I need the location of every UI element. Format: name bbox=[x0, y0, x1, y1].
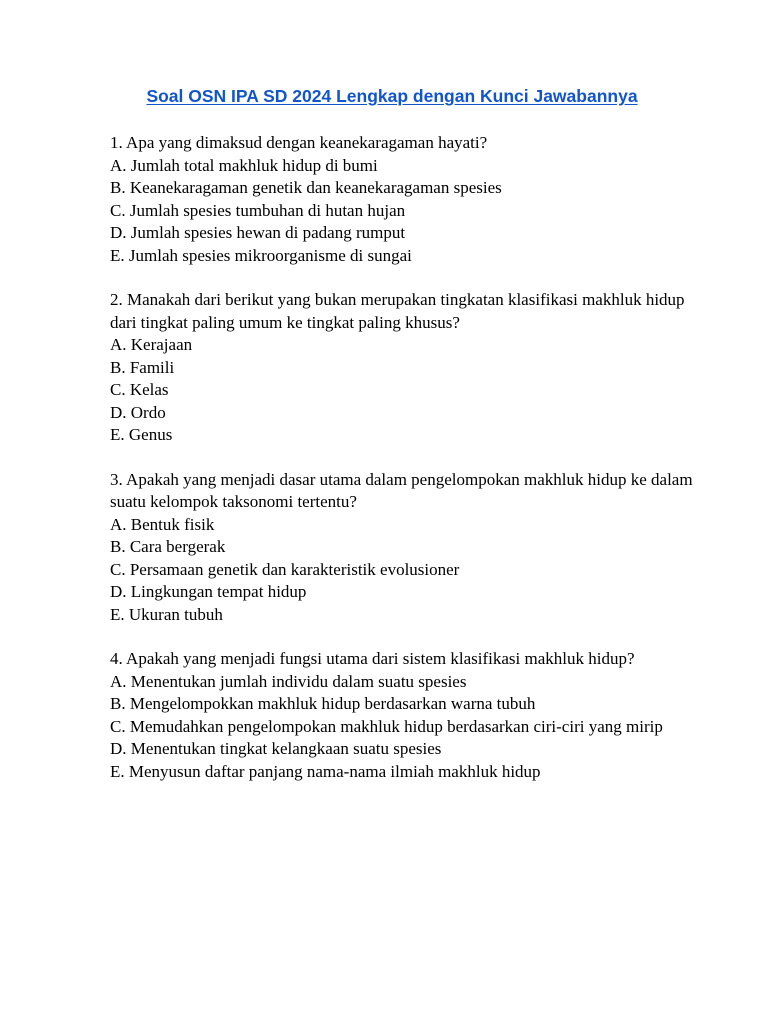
answer-option-a: A. Jumlah total makhluk hidup di bumi bbox=[110, 155, 378, 175]
answer-option-e: E. Menyusun daftar panjang nama-nama ilmiah makhluk hidup bbox=[110, 761, 541, 781]
question-4 bbox=[110, 648, 710, 783]
question-2 bbox=[110, 289, 710, 447]
answer-option-c: C. Memudahkan pengelompokan makhluk hidup berdasarkan ciri-ciri yang mirip bbox=[110, 716, 663, 736]
answer-option-e: E. Ukuran tubuh bbox=[110, 604, 223, 624]
answer-option-b: B. Cara bergerak bbox=[110, 537, 226, 556]
document-title-link[interactable]: Soal OSN IPA SD 2024 Lengkap dengan Kunci Jawabannya bbox=[146, 86, 638, 106]
answer-option-c: C. Kelas bbox=[110, 380, 169, 399]
question-text: 4. Apakah yang menjadi fungsi utama dari sistem klasifikasi makhluk hidup? bbox=[110, 649, 635, 668]
answer-option-a: A. Kerajaan bbox=[110, 335, 193, 354]
answer-option-e: E. Genus bbox=[110, 425, 173, 444]
answer-option-b: B. Famili bbox=[110, 357, 175, 377]
answer-option-b: B. Mengelompokkan makhluk hidup berdasarkan warna tubuh bbox=[110, 694, 536, 713]
question-text: 1. Apa yang dimaksud dengan keanekaragaman hayati? bbox=[110, 133, 488, 152]
answer-option-c: C. Persamaan genetik dan karakteristik evolusioner bbox=[110, 559, 460, 579]
question-list bbox=[110, 132, 710, 805]
question-1 bbox=[110, 132, 710, 267]
answer-option-d: D. Ordo bbox=[110, 402, 166, 422]
answer-option-e: E. Jumlah spesies mikroorganisme di sungai bbox=[110, 245, 412, 265]
answer-option-d: D. Lingkungan tempat hidup bbox=[110, 582, 307, 601]
question-3 bbox=[110, 469, 710, 627]
question-text: 2. Manakah dari berikut yang bukan merupakan tingkatan klasifikasi makhluk hidup dari tingkat paling umum ke tingkat paling khusus? bbox=[110, 290, 685, 332]
answer-option-a: A. Menentukan jumlah individu dalam suatu spesies bbox=[110, 671, 467, 691]
answer-option-a: A. Bentuk fisik bbox=[110, 514, 215, 534]
answer-option-c: C. Jumlah spesies tumbuhan di hutan hujan bbox=[110, 200, 406, 220]
answer-option-d: D. Jumlah spesies hewan di padang rumput bbox=[110, 223, 406, 242]
question-text: 3. Apakah yang menjadi dasar utama dalam pengelompokan makhluk hidup ke dalam suatu kelompok taksonomi tertentu? bbox=[110, 469, 693, 511]
answer-option-b: B. Keanekaragaman genetik dan keanekaragaman spesies bbox=[110, 178, 502, 197]
answer-option-d: D. Menentukan tingkat kelangkaan suatu spesies bbox=[110, 739, 442, 758]
